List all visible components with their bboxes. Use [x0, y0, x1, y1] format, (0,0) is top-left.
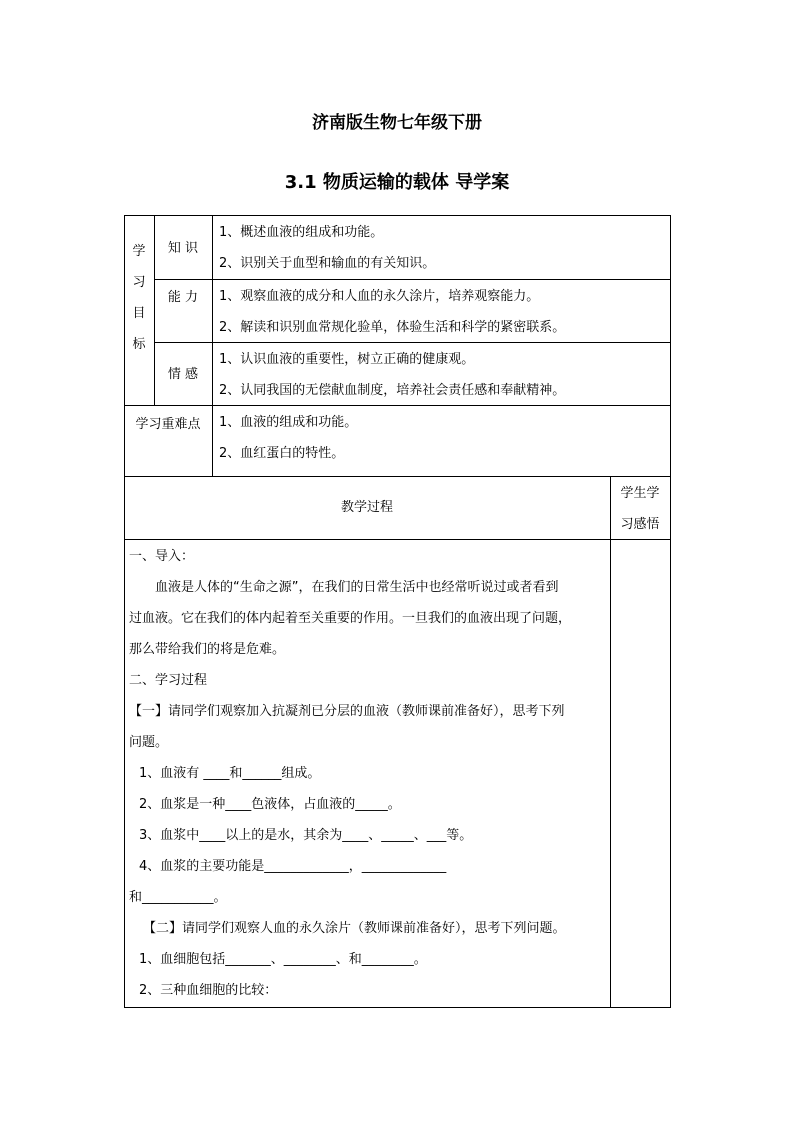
process-body	[129, 541, 607, 1006]
question-line: 1、血细胞包括_______、________、和________。	[139, 952, 427, 967]
reflection-header-line: 习感悟	[620, 517, 660, 532]
paragraph-line: 【二】请同学们观察人血的永久涂片（教师课前准备好），思考下列问题。	[143, 921, 566, 936]
ability-item: 1、观察血液的成分和人血的永久涂片，培养观察能力。	[219, 289, 540, 304]
goals-header-char: 习	[132, 275, 146, 290]
reflection-header	[610, 478, 670, 540]
question-line: 2、血浆是一种____色液体，占血液的_____。	[139, 797, 401, 812]
process-header: 教学过程	[340, 500, 393, 515]
ability-item: 2、解读和识别血常规化验单，体验生活和科学的紧密联系。	[219, 320, 566, 335]
question-line: 2、三种血细胞的比较：	[139, 983, 278, 998]
reflection-header-line: 学生学	[620, 486, 660, 501]
key-point-item: 2、血红蛋白的特性。	[219, 446, 345, 461]
emotion-item: 1、认识血液的重要性，树立正确的健康观。	[219, 352, 475, 367]
knowledge-items	[219, 217, 667, 279]
table-border-right	[670, 215, 671, 1008]
row-divider	[124, 476, 671, 477]
table-border-top	[124, 215, 671, 216]
row-divider	[124, 539, 671, 540]
column-divider	[212, 215, 213, 477]
goals-header-char: 目	[132, 306, 146, 321]
goals-header	[124, 236, 154, 360]
emotion-label: 情 感	[167, 367, 199, 382]
goals-header-char: 学	[132, 244, 146, 259]
column-divider	[610, 476, 611, 1008]
ability-label: 能 力	[167, 290, 199, 305]
question-line: 3、血浆中____以上的是水，其余为____、_____、___等。	[139, 828, 473, 843]
question-line: 1、血液有 ____和______组成。	[139, 766, 321, 781]
emotion-item: 2、认同我国的无偿献血制度，培养社会责任感和奉献精神。	[219, 383, 566, 398]
key-points-label: 学习重难点	[135, 417, 201, 432]
knowledge-label: 知 识	[167, 241, 199, 256]
goals-header-char: 标	[132, 337, 146, 352]
paragraph-line: 过血液。它在我们的体内起着至关重要的作用。一旦我们的血液出现了问题，	[129, 611, 572, 626]
ability-items	[219, 281, 667, 343]
table-border-bottom	[124, 1007, 671, 1008]
emotion-items	[219, 344, 667, 406]
knowledge-item: 1、概述血液的组成和功能。	[219, 225, 384, 240]
paragraph-line: 问题。	[129, 735, 169, 750]
knowledge-item: 2、识别关于血型和输血的有关知识。	[219, 256, 436, 271]
key-point-item: 1、血液的组成和功能。	[219, 415, 358, 430]
subject-title: 济南版生物七年级下册	[312, 113, 482, 133]
row-divider	[154, 279, 671, 280]
paragraph-line: 那么带给我们的将是危难。	[129, 642, 286, 657]
lesson-title: 3.1 物质运输的载体 导学案	[284, 172, 510, 193]
key-points-items	[219, 407, 667, 469]
question-line: 4、血浆的主要功能是_____________，_____________	[139, 859, 447, 874]
paragraph-line: 【一】请同学们观察加入抗凝剂已分层的血液（教师课前准备好），思考下列	[129, 704, 565, 719]
question-line: 和___________。	[129, 890, 227, 905]
section-heading: 一、导入：	[129, 549, 195, 564]
section-heading: 二、学习过程	[129, 673, 208, 688]
paragraph-line: 血液是人体的“生命之源”，在我们的日常生活中也经常听说过或者看到	[155, 580, 559, 595]
